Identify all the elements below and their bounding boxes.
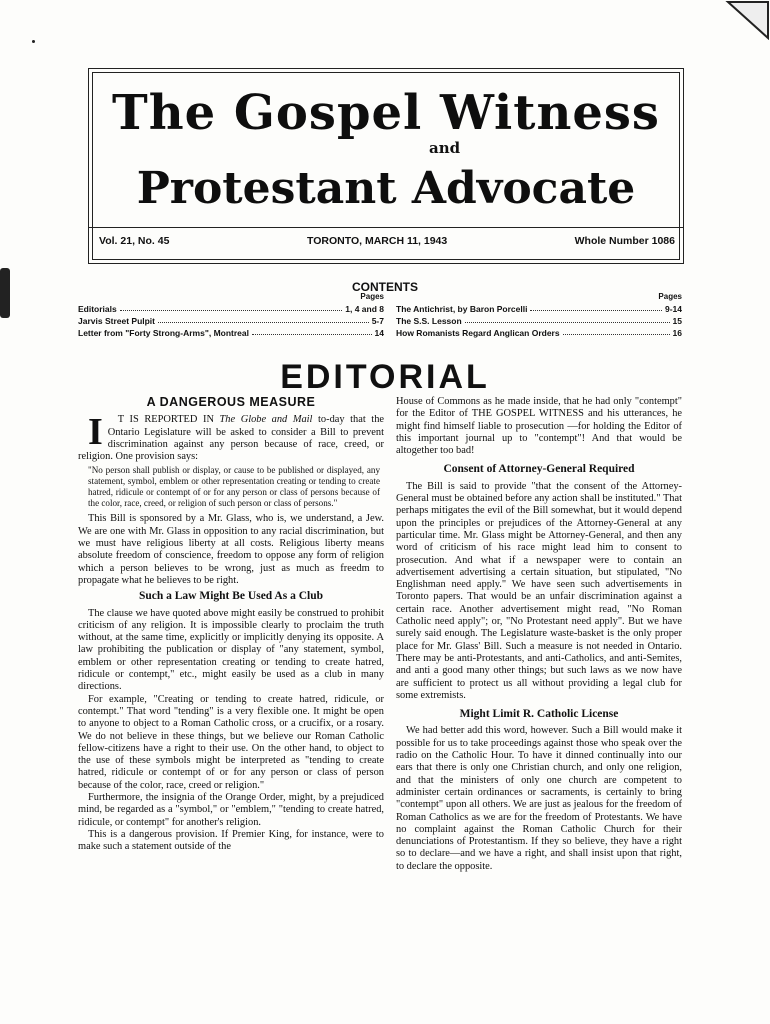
intro-paragraph: I T IS REPORTED IN The Globe and Mail to-day that the Ontario Legislature will be asked to consider a Bill to prevent discrimination against any person because of race, creed, or religion. One provision says: (78, 411, 384, 463)
paragraph: House of Commons as he made inside, that he had only "contempt" for the Editor of THE GOSPEL WITNESS and his utterances, he might find himself liable to prosecution —for holding the Editor of this important journal up to "contempt"! And that would be altogether too bad! (396, 396, 682, 457)
newspaper-title: The Gospel Witness (112, 85, 660, 141)
issue-date: TORONTO, MARCH 11, 1943 (307, 235, 448, 247)
editorial-banner: EDITORIAL (280, 358, 490, 396)
contents-item: How Romanists Regard Anglican Orders 16 (396, 328, 682, 338)
contents-right (396, 292, 682, 338)
contents-heading: CONTENTS (352, 280, 418, 294)
left-column (78, 396, 384, 854)
subheading: Such a Law Might Be Used As a Club (138, 590, 324, 603)
contents-item: The Antichrist, by Baron Porcelli 9-14 (396, 304, 682, 314)
ink-speck (32, 40, 35, 43)
volume-number: Vol. 21, No. 45 (99, 235, 170, 247)
paragraph: The Bill is said to provide "that the consent of the Attorney-General must be obtained before any action shall be instituted." That perhaps mitigates the evil of the Bill somewhat, but it would depend upon the principles or prejudices of the Attorney-General at any particular time. Mr. Glass might be Attorney-General, and then any word of criticism of his race might lead him to consent to prosecution. And what if a newspaper were to contain an advertisement advertising a certain situation, but stipulated, "No Englishman need apply." We have seen such advertisements in Toronto papers. That would be an unfair discrimination against a certain race. Another advertisement might read, "No Roman Catholic need apply"; or, "No Protestant need apply". But we have surely said enough. The Legislature waste-basket is the only proper place for Mr. Glass' Bill. Such a measure is not needed in Ontario. There may be anti-Protestants, and anti-Catholics, and anti-Semites, and anti a good many other things; but such laws as we now have are sufficient to protect us all without providing a legal club for some extremists. (396, 480, 682, 701)
pages-label: Pages (658, 292, 682, 301)
contents-item: The S.S. Lesson 15 (396, 316, 682, 326)
subheading: Might Limit R. Catholic License (459, 708, 619, 721)
newspaper-subtitle: Protestant Advocate (136, 163, 636, 214)
pages-label: Pages (360, 292, 384, 301)
whole-number: Whole Number 1086 (574, 235, 675, 247)
title-and: and (429, 139, 461, 157)
contents-left (78, 292, 384, 338)
paragraph: The clause we have quoted above might easily be construed to prohibit criticism of any religion. It is impossible clearly to proclaim the truth without, at the same time, explicitly or implicitly denying its opposite. A law prohibiting the publication or display of "any statement, symbol, emblem or other representation creating or tending to create hatred, ridicule or contempt," etc., might easily be used as a club in many directions. (78, 607, 384, 693)
page-corner-fold (700, 0, 770, 40)
paragraph: This Bill is sponsored by a Mr. Glass, who is, we understand, a Jew. We are one with Mr. Glass in opposition to any racial discrimination, but we must have religious liberty at all costs. Religious liberty means absolute freedom of conscience, freedom to oppose any form of religion which a person believes to be wrong, just as much as freedm to propagate what he believes to be right. (78, 513, 384, 586)
right-column (396, 396, 682, 873)
subheading: Consent of Attorney-General Required (443, 463, 635, 476)
contents-item: Editorials 1, 4 and 8 (78, 304, 384, 314)
masthead-rule (89, 227, 683, 228)
article-headline: A DANGEROUS MEASURE (146, 395, 316, 409)
paragraph: We had better add this word, however. Such a Bill would make it possible for us to take proceedings against those who speak over the radio on the Catholic Hour. To have it dinned continually into our ears that there is only one Christian church, and only one religion, and that the ministers of only one church are competent to administer certain ordinances or sacraments, is certainly to bring "contempt" upon all others. We are just as jealous for the freedom of Roman Catholics as we are for the freedom of Protestants. We have no complaint against the Roman Catholic Church for their denunciations of Protestantism. If they so believe, they have a right so to declare—and we have a right, and shall insist upon that right, to declare the opposite. (396, 725, 682, 872)
paragraph: Furthermore, the insignia of the Orange Order, might, by a prejudiced mind, be regarded as a "symbol," or "emblem," "tending to create hatred, ridicule, or contempt" for another's religion. (78, 792, 384, 828)
contents-item: Letter from "Forty Strong-Arms", Montreal 14 (78, 328, 384, 338)
drop-cap: I (88, 411, 103, 454)
paragraph: This is a dangerous provision. If Premier King, for instance, were to make such a statement outside of the (78, 828, 384, 853)
bill-quote: "No person shall publish or display, or cause to be published or displayed, any statement, symbol, emblem or other representation creating or tending to create hatred, ridicule or contempt of or for any person or class of persons because of the color, race, creed, or religion of such person or class of persons." (88, 465, 380, 509)
paragraph: For example, "Creating or tending to create hatred, ridicule, or contempt." That word "tending" is a very flexible one. It might be open to anyone to object to a Roman Catholic cross, or a crucifix, or a rosary. We do not believe in these things, but we believe our Roman Catholic fellow-citizens have a right to their use. On the other hand, to object to the use of these symbols might be interpreted as "tending to create hatred, ridicule or contempt of or for any person or class of person because of the color, race, creed or religion." (78, 693, 384, 791)
contents-item: Jarvis Street Pulpit 5-7 (78, 316, 384, 326)
masthead (88, 68, 684, 264)
